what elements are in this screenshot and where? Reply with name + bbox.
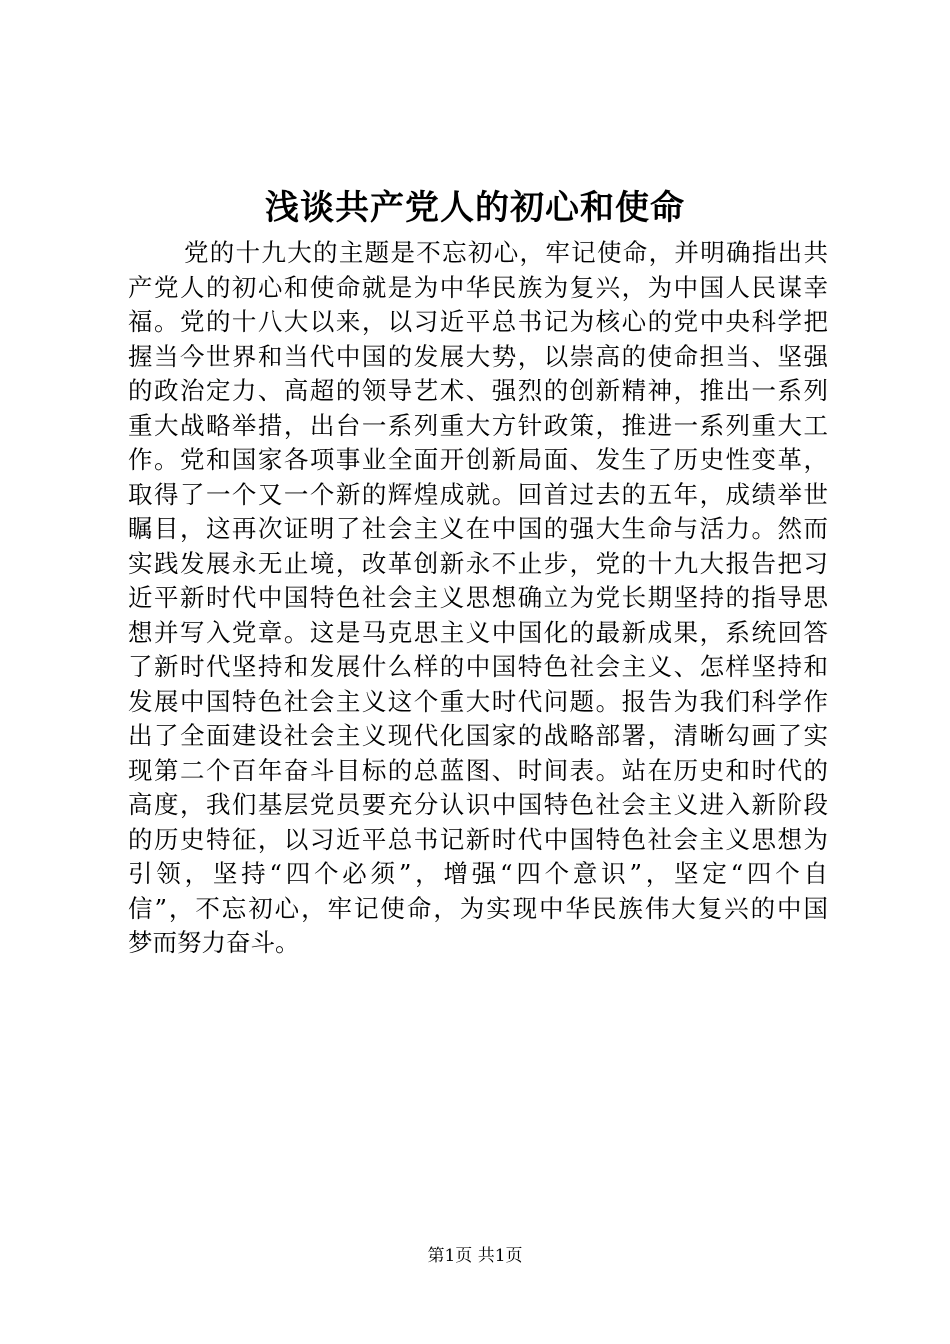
body-paragraph	[128, 236, 828, 961]
paragraph-line: 信”，不忘初心，牢记使命，为实现中华民族伟大复兴的中国	[128, 893, 828, 923]
paragraph-line: 现第二个百年奋斗目标的总蓝图、时间表。站在历史和时代的	[128, 755, 828, 785]
paragraph-line: 党的十九大的主题是不忘初心，牢记使命，并明确指出共	[184, 238, 828, 267]
paragraph-line: 作。党和国家各项事业全面开创新局面、发生了历史性变革，	[128, 445, 828, 474]
paragraph-line: 福。党的十八大以来，以习近平总书记为核心的党中央科学把	[128, 307, 828, 336]
paragraph-line: 握当今世界和当代中国的发展大势，以崇高的使命担当、坚强	[128, 341, 828, 371]
paragraph-line: 重大战略举措，出台一系列重大方针政策，推进一系列重大工	[128, 410, 828, 440]
paragraph-line: 发展中国特色社会主义这个重大时代问题。报告为我们科学作	[128, 686, 828, 716]
paragraph-line: 的历史特征，以习近平总书记新时代中国特色社会主义思想为	[128, 824, 828, 854]
paragraph-line: 产党人的初心和使命就是为中华民族为复兴，为中国人民谋幸	[128, 272, 828, 302]
paragraph-line: 想并写入党章。这是马克思主义中国化的最新成果，系统回答	[128, 617, 828, 647]
paragraph-line: 引领，坚持“四个必须”，增强“四个意识”，坚定“四个自	[128, 859, 828, 888]
paragraph-line: 高度，我们基层党员要充分认识中国特色社会主义进入新阶段	[128, 790, 828, 819]
paragraph-line: 实践发展永无止境，改革创新永不止步，党的十九大报告把习	[128, 548, 828, 578]
paragraph-line: 了新时代坚持和发展什么样的中国特色社会主义、怎样坚持和	[128, 652, 828, 681]
paragraph-line: 取得了一个又一个新的辉煌成就。回首过去的五年，成绩举世	[128, 479, 828, 509]
page-footer: 第1页 共1页	[427, 1246, 523, 1266]
paragraph-line: 瞩目，这再次证明了社会主义在中国的强大生命与活力。然而	[128, 514, 828, 543]
paragraph-line: 出了全面建设社会主义现代化国家的战略部署，清晰勾画了实	[128, 721, 828, 750]
paragraph-line: 的政治定力、高超的领导艺术、强烈的创新精神，推出一系列	[128, 376, 828, 405]
paragraph-line: 近平新时代中国特色社会主义思想确立为党长期坚持的指导思	[128, 583, 828, 612]
page-title: 浅谈共产党人的初心和使命	[265, 188, 685, 228]
paragraph-line: 梦而努力奋斗。	[128, 928, 300, 957]
